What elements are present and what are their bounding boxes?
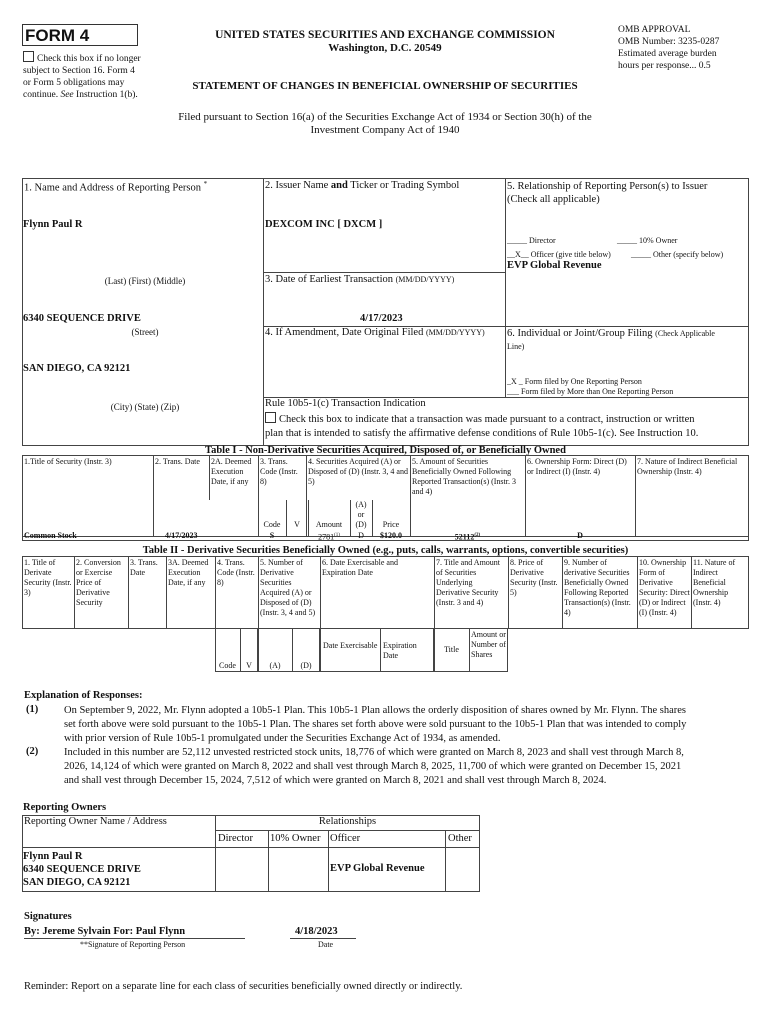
signature-date: 4/18/2023 [295, 926, 338, 937]
t1-h7: 6. Ownership Form: Direct (D) or Indirect (I) (Instr. 4) [527, 457, 627, 476]
officer-title: EVP Global Revenue [507, 260, 602, 271]
t2-sub-d: (D) [300, 661, 312, 670]
t1-sub-aod: (A) or (D) [355, 500, 367, 529]
filing-option-one: _X _ Form filed by One Reporting Person [507, 377, 642, 386]
filing-option-multi: ___ Form filed by More than One Reporting Person [507, 387, 674, 396]
agency-city: Washington, D.C. 20549 [328, 42, 442, 54]
issuer-label: 2. Issuer Name and Ticker or Trading Symbol [265, 180, 460, 191]
signature-by: By: Jereme Sylvain For: Paul Flynn [24, 926, 186, 937]
t2-h6: 5. Number of Derivative Securities Acquired (A) or Disposed of (D) (Instr. 3, 4 and 5) [260, 558, 316, 617]
earliest-transaction-value: 4/17/2023 [360, 313, 403, 324]
street-label: (Street) [131, 327, 159, 337]
t2-sub-v: V [246, 661, 252, 670]
t1-h8: 7. Nature of Indirect Beneficial Ownership (Instr. 4) [637, 457, 738, 476]
table2-title: Table II - Derivative Securities Beneficially Owned (e.g., puts, calls, warrants, options, convertible securities) [142, 545, 629, 556]
t1-h3: 2A. Deemed Execution Date, if any [211, 457, 252, 486]
omb-approval: OMB APPROVAL OMB Number: 3235-0287 Estimated average burden hours per response... 0.5 [618, 25, 720, 71]
signature-label: **Signature of Reporting Person [80, 940, 186, 949]
t2-h11: 10. Ownership Form of Derivative Security: Direct (D) or Indirect (I) (Instr. 4) [639, 558, 690, 617]
t2-sub-code: Code [219, 661, 236, 670]
owners-title: Reporting Owners [23, 802, 107, 813]
name-parts-label: (Last) (First) (Middle) [104, 276, 186, 286]
rule-10b5-checkbox[interactable] [265, 412, 276, 423]
reporting-person-name: Flynn Paul R [23, 219, 83, 230]
t2-sub-amount: Amount or Number of Shares [471, 630, 506, 659]
agency-name: UNITED STATES SECURITIES AND EXCHANGE COMMISSION [215, 29, 555, 41]
owners-col-ten: 10% Owner [270, 833, 321, 844]
signature-date-label: Date [318, 940, 334, 949]
t1-security: Common Stock [24, 531, 77, 540]
form-title-box [22, 24, 138, 46]
filed-pursuant: Filed pursuant to Section 16(a) of the Securities Exchange Act of 1934 or Section 30(h) of the Investment Company Act of 1940 [178, 111, 592, 136]
signatures-title: Signatures [24, 911, 72, 922]
t1-sub-code: Code [263, 520, 281, 529]
t1-amount: 2781$^{(1)}$ [318, 532, 340, 542]
t2-h9: 8. Price of Derivative Security (Instr. 5) [510, 558, 558, 597]
t1-owned: 52112$^{(2)}$ [454, 532, 481, 542]
t2-sub-a: (A) [269, 661, 281, 670]
t1-h4: 3. Trans. Code (Instr. 8) [260, 457, 298, 486]
filing-type-label: 6. Individual or Joint/Group Filing (Check Applicable Line) [507, 328, 715, 351]
t2-sub-date-ex: Date Exercisable [323, 641, 378, 650]
t2-h2: 2. Conversion or Exercise Price of Derivative Security [76, 558, 121, 607]
t1-price: $120.0 [380, 531, 402, 540]
fn1-text: On September 9, 2022, Mr. Flynn adopted a 10b5-1 Plan. This 10b5-1 Plan allows the orderly disposition of shares owned by Mr. Flynn. The shares set forth above were sold pursuant to the 10b5-1 Plan. The shares set forth above were sold pursuant to the 10b5-1 Plan that was intended to comply with prior version of Rule 10b5-1 promulgated under the Securities Exchange Act of 1934, as amended. [64, 705, 687, 744]
city-value: SAN DIEGO, CA 92121 [23, 363, 131, 374]
t2-h12: 11. Nature of Indirect Beneficial Ownership (Instr. 4) [693, 558, 736, 607]
statement-title: STATEMENT OF CHANGES IN BENEFICIAL OWNERSHIP OF SECURITIES [192, 80, 578, 92]
t1-sub-price: Price [382, 520, 400, 529]
fn2-label: (2) [26, 746, 39, 757]
relationship-officer: __X__ Officer (give title below) [507, 250, 611, 259]
t2-h10: 9. Number of derivative Securities Beneficially Owned Following Reported Transaction(s) (Instr. 4) [564, 558, 631, 617]
t2-h5: 4. Trans. Code (Instr. 8) [217, 558, 255, 587]
issuer-value: DEXCOM INC [ DXCM ] [265, 219, 383, 230]
t1-h2: 2. Trans. Date [155, 457, 200, 466]
t2-h3: 3. Trans. Date [130, 558, 158, 577]
relationship-label: 5. Relationship of Reporting Person(s) to Issuer (Check all applicable) [507, 181, 708, 205]
explanation-title: Explanation of Responses: [24, 690, 143, 701]
street-value: 6340 SEQUENCE DRIVE [23, 313, 141, 324]
t1-sub-v: V [294, 520, 300, 529]
rule-10b5-text: Check this box to indicate that a transaction was made pursuant to a contract, instruction or written plan that is intended to satisfy the affirmative defense conditions of Rule 10b5-1(c). See Instruction 10. [265, 414, 699, 439]
relationship-director: _____ Director [507, 236, 556, 245]
t2-h1: 1. Title of Derivate Security (Instr. 3) [24, 558, 72, 597]
t1-h5: 4. Securities Acquired (A) or Disposed of (D) (Instr. 3, 4 and 5) [308, 457, 408, 486]
reporting-person-label: 1. Name and Address of Reporting Person * [24, 180, 208, 194]
fn2-text: Included in this number are 52,112 unvested restricted stock units, 18,776 of which were granted on March 8, 2023 and shall vest through March 8, 2026, 14,124 of which were granted on March 8, 2022 and shall vest through March 8, 2025, 11,700 of which were granted on December 15, 2021 and shall vest through December 15, 2024, 7,512 of which were granted on March 8, 2021 and shall vest through March 8, 2024. [64, 747, 684, 786]
t1-h1: 1.Title of Security (Instr. 3) [24, 457, 112, 466]
t1-form: D [577, 531, 583, 540]
earliest-transaction-label: 3. Date of Earliest Transaction (MM/DD/YYYY) [265, 274, 455, 285]
no-longer-subject-check: Check this box if no longer subject to Section 16. Form 4 or Form 5 obligations may continue. See Instruction 1(b). [23, 51, 163, 101]
owners-col-rel: Relationships [318, 816, 377, 827]
form-title: FORM 4 [25, 26, 90, 45]
t2-h4: 3A. Deemed Execution Date, if any [168, 558, 209, 587]
t1-sub-amount: Amount [315, 520, 343, 529]
t2-sub-exp: Expiration Date [383, 641, 417, 660]
table1-title: Table I - Non-Derivative Securities Acquired, Disposed of, or Beneficially Owned [205, 445, 566, 456]
t2-h8: 7. Title and Amount of Securities Underlying Derivative Security (Instr. 3 and 4) [436, 558, 501, 607]
owner-officer-title: EVP Global Revenue [330, 863, 425, 874]
rule-10b5-title: Rule 10b5-1(c) Transaction Indication [265, 398, 426, 409]
relationship-ten-pct: _____ 10% Owner [617, 236, 678, 245]
owners-col-dir: Director [218, 833, 253, 844]
t1-aod: D [358, 531, 364, 540]
fn1-label: (1) [26, 704, 39, 715]
t2-h7: 6. Date Exercisable and Expiration Date [322, 558, 398, 577]
city-label: (City) (State) (Zip) [110, 402, 180, 412]
t2-sub-title: Title [444, 645, 459, 654]
owners-col-oth: Other [448, 833, 472, 844]
amendment-label: 4. If Amendment, Date Original Filed (MM/DD/YYYY) [265, 327, 485, 338]
owners-col-name: Reporting Owner Name / Address [24, 816, 167, 827]
t1-code: S [269, 531, 275, 540]
relationship-other: _____ Other (specify below) [631, 250, 724, 259]
reminder: Reminder: Report on a separate line for each class of securities beneficially owned directly or indirectly. [24, 981, 463, 992]
owners-col-off: Officer [330, 833, 361, 844]
no-longer-subject-checkbox[interactable] [23, 51, 34, 62]
t1-h6: 5. Amount of Securities Beneficially Owned Following Reported Transaction(s) (Instr. 3 and 4) [412, 457, 516, 496]
t1-date: 4/17/2023 [165, 531, 198, 540]
owner-address: Flynn Paul R 6340 SEQUENCE DRIVE SAN DIEGO, CA 92121 [23, 851, 141, 888]
